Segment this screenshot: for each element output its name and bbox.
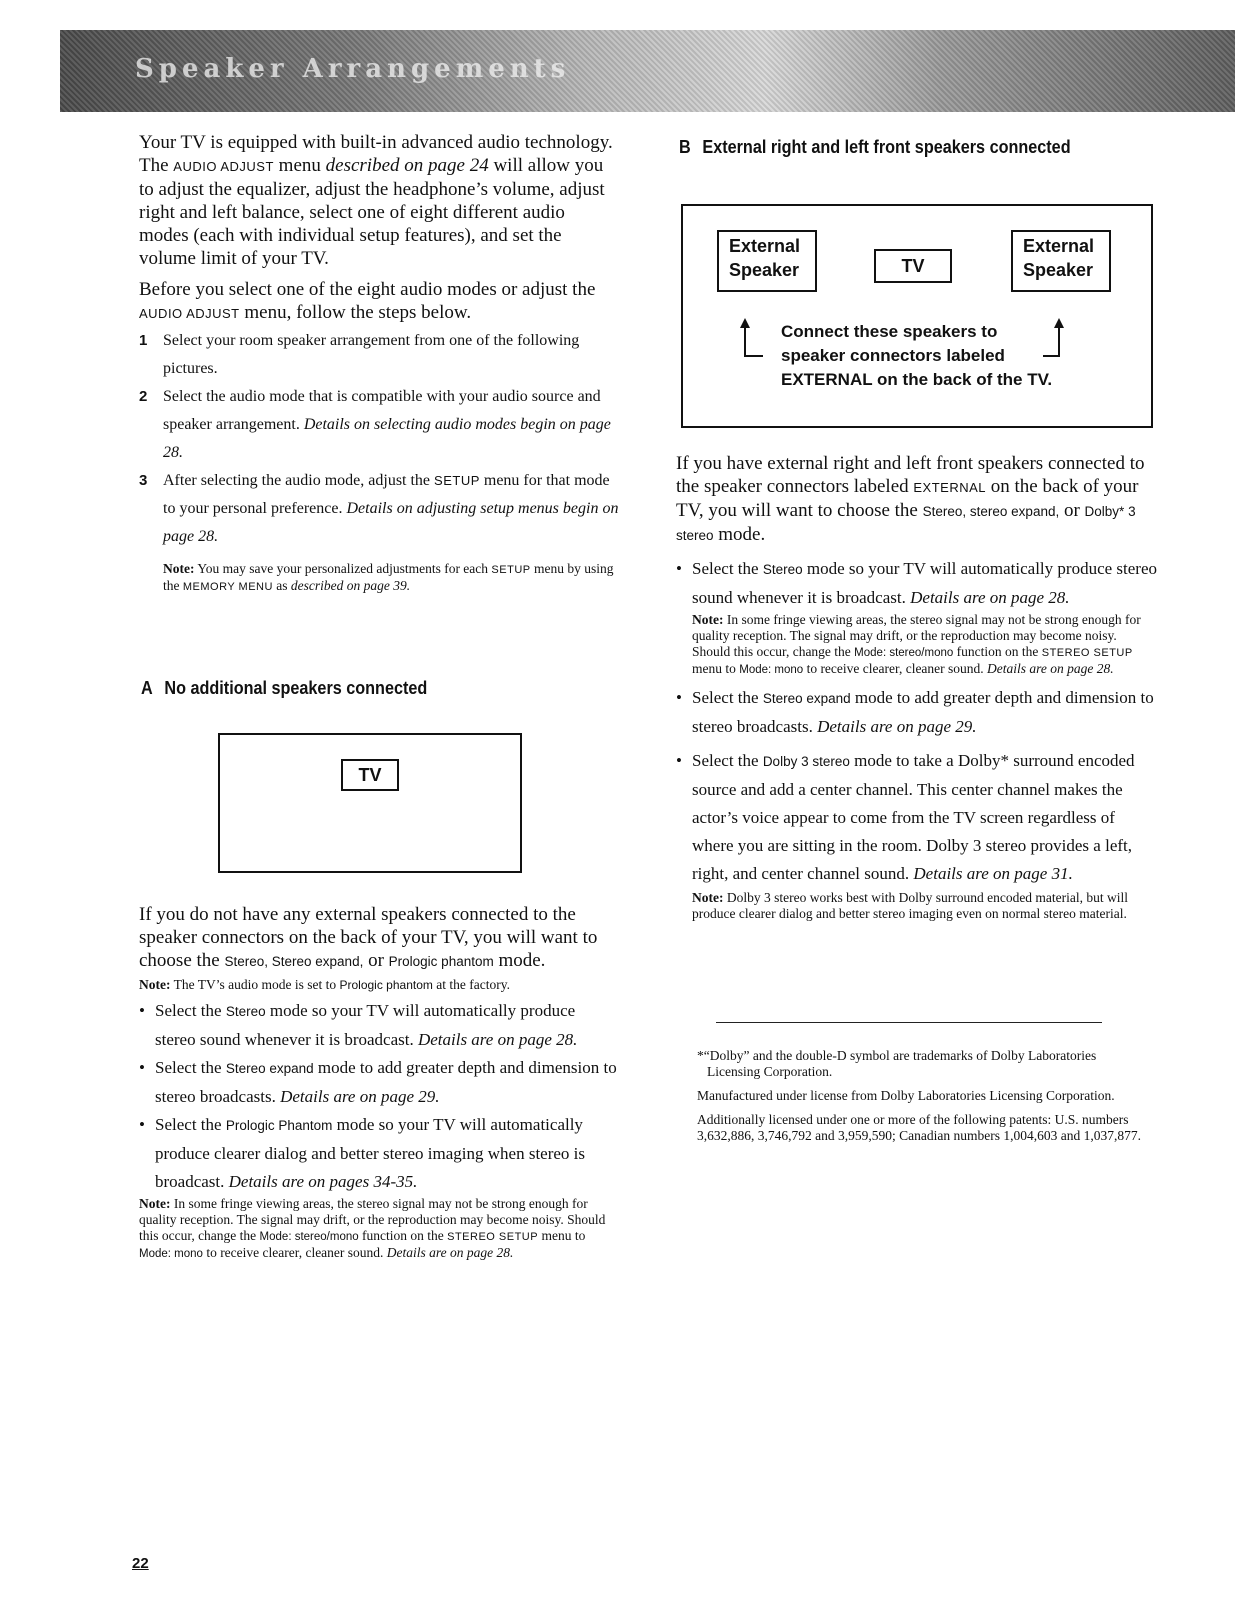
note-factory: Note: The TV’s audio mode is set to Prologic phantom at the factory. <box>139 977 510 992</box>
page-number: 22 <box>132 1555 149 1572</box>
header-banner <box>60 30 1235 112</box>
list-item: • Select the Prologic Phantom mode so your TV will automatically produce clearer dialog and better stereo imaging when stereo is broadcast. Details are on pages 34-35. <box>139 1111 619 1196</box>
list-item: • Select the Stereo expand mode to add greater depth and dimension to stereo broadcasts. Details are on page 29. <box>139 1054 619 1111</box>
section-a-heading: A No additional speakers connected <box>141 678 428 698</box>
arrow-left-icon <box>737 318 767 364</box>
section-a-body <box>139 903 619 1262</box>
footnotes <box>697 1048 1147 1152</box>
section-b-heading: B External right and left front speakers connected <box>679 137 1071 157</box>
step-item: 1 Select your room speaker arrangement from one of the following pictures. <box>139 332 580 377</box>
page-title: Speaker Arrangements <box>135 54 571 84</box>
step-item: 3 After selecting the audio mode, adjust the SETUP menu for that mode to your personal preference. Details on adjusting setup menus begin on page 28. <box>139 472 619 545</box>
step-item: 2 Select the audio mode that is compatible with your audio source and speaker arrangement. Details on selecting audio modes begin on page 28. <box>139 388 611 461</box>
note-dolby: Note: Dolby 3 stereo works best with Dolby surround encoded material, but will produce clearer dialog and better stereo imaging even on normal stereo material. <box>692 890 1129 921</box>
section-b-body <box>676 452 1158 928</box>
note-fringe-a: Note: In some fringe viewing areas, the stereo signal may not be strong enough for quality reception. The signal may drift, or the reproduction may become noisy. Should this occur, change the Mode: stereo/mono function on the STEREO SETUP menu to Mode: mono to receive clearer, cleaner sound. Details are on page 28. <box>139 1196 606 1260</box>
speaker-left: External Speaker <box>717 230 817 292</box>
step-list <box>139 327 619 551</box>
list-item: • Select the Stereo expand mode to add greater depth and dimension to stereo broadcasts. Details are on page 29. <box>676 684 1158 741</box>
note-fringe-b: Note: In some fringe viewing areas, the stereo signal may not be strong enough for quality reception. The signal may drift, or the reproduction may become noisy. Should this occur, change the Mode: stereo/mono function on the STEREO SETUP menu to Mode: mono to receive clearer, cleaner sound. Details are on page 28. <box>692 612 1141 676</box>
speaker-right: External Speaker <box>1011 230 1111 292</box>
tv-box: TV <box>874 249 952 283</box>
section-b-paragraph: If you have external right and left front speakers connected to the speaker connectors labeled EXTERNAL on the back of your TV, you will want to choose the Stereo, stereo expand, or Dolby* 3 stereo mode. <box>676 453 1145 545</box>
left-column <box>139 131 619 595</box>
footnote-trademark: *“Dolby” and the double-D symbol are trademarks of Dolby Laboratories Licensing Corporation. <box>697 1048 1097 1079</box>
tv-box: TV <box>341 759 399 791</box>
list-item: • Select the Dolby 3 stereo mode to take a Dolby* surround encoded source and add a center channel. This center channel makes the actor’s voice appear to come from the TV screen regardless of where you are sitting in the room. Dolby 3 stereo provides a left, right, and center channel sound. Details are on page 31. Note: Dolby 3 stereo works best with Dolby surround encoded material, but will produce clearer dialog and better stereo imaging even on normal stereo material. <box>676 747 1158 922</box>
section-a-bullets <box>139 997 619 1196</box>
intro-paragraph-1: Your TV is equipped with built-in advanced audio technology. The AUDIO ADJUST menu described on page 24 will allow you to adjust the equalizer, adjust the headphone’s volume, adjust right and left balance, select one of eight different audio modes (each with individual setup features), and set the volume limit of your TV. <box>139 132 613 269</box>
diagram-external-speakers <box>681 204 1153 428</box>
list-item: • Select the Stereo mode so your TV will automatically produce stereo sound whenever it is broadcast. Details are on page 28. <box>139 997 619 1054</box>
footnote-patents: Additionally licensed under one or more of the following patents: U.S. numbers 3,632,886, 3,746,792 and 3,959,590; Canadian numbers 1,004,603 and 1,037,877. <box>697 1112 1141 1143</box>
note-memory: Note: You may save your personalized adjustments for each SETUP menu by using the MEMORY MENU as described on page 39. <box>163 561 614 593</box>
intro-paragraph-2: Before you select one of the eight audio modes or adjust the AUDIO ADJUST menu, follow the steps below. <box>139 279 596 323</box>
list-item: • Select the Stereo mode so your TV will automatically produce stereo sound whenever it is broadcast. Details are on page 28. Note: In some fringe viewing areas, the stereo signal may not be strong enough for quality reception. The signal may drift, or the reproduction may become noisy. Should this occur, change the Mode: stereo/mono function on the STEREO SETUP menu to Mode: mono to receive clearer, cleaner sound. Details are on page 28. <box>676 555 1158 678</box>
connect-instruction: Connect these speakers to speaker connectors labeled EXTERNAL on the back of the TV. <box>781 322 1053 389</box>
footnote-license: Manufactured under license from Dolby Laboratories Licensing Corporation. <box>697 1088 1115 1103</box>
footnote-divider <box>716 1022 1102 1023</box>
section-b-bullets <box>676 555 1158 922</box>
section-a-paragraph: If you do not have any external speakers connected to the speaker connectors on the back of your TV, you will want to choose the Stereo, Stereo expand, or Prologic phantom mode. <box>139 904 598 971</box>
diagram-no-speakers <box>218 733 522 873</box>
